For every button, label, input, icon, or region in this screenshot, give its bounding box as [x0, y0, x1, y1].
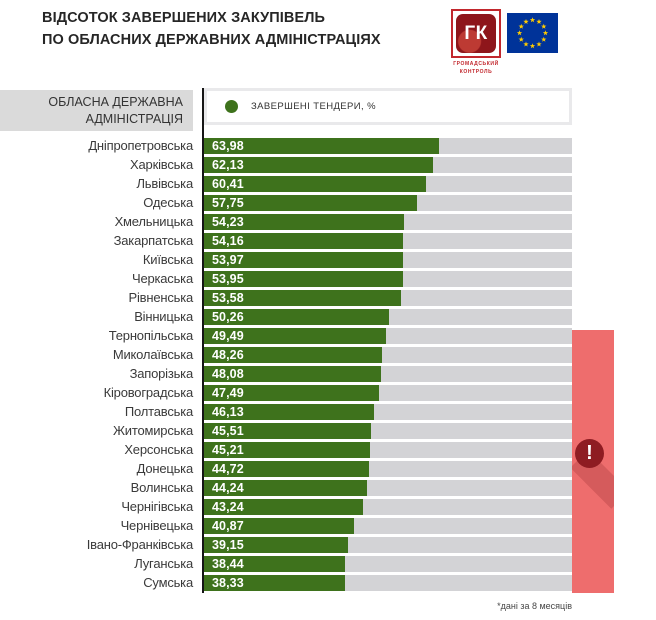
bar-value: 57,75 — [212, 196, 244, 210]
bar-fill — [204, 271, 403, 287]
region-label: Сумська — [143, 575, 193, 590]
legend — [204, 88, 572, 125]
bar-value: 38,33 — [212, 576, 244, 590]
bar-value: 44,72 — [212, 462, 244, 476]
region-label: Івано-Франківська — [86, 537, 193, 552]
bar-fill — [204, 309, 389, 325]
region-label: Київська — [142, 252, 193, 267]
bar-fill — [204, 385, 379, 401]
bar-track — [204, 214, 572, 230]
region-label: Запорізька — [129, 366, 193, 381]
eu-flag-icon — [507, 13, 558, 53]
page-title — [42, 7, 381, 52]
bar-fill — [204, 575, 345, 591]
table-row — [0, 252, 572, 268]
bar-track — [204, 157, 572, 173]
table-row — [0, 138, 572, 154]
gk-caption — [450, 61, 502, 76]
footnote: *дані за 8 месяців — [497, 601, 572, 611]
table-row — [0, 328, 572, 344]
region-label: Чернівецька — [120, 518, 193, 533]
region-label: Львівська — [136, 176, 193, 191]
bar-rows — [0, 138, 572, 594]
gk-logo-emblem — [456, 14, 496, 53]
bar-track — [204, 271, 572, 287]
bar-track — [204, 499, 572, 515]
region-label: Рівненська — [128, 290, 193, 305]
bar-value: 43,24 — [212, 500, 244, 514]
bar-track — [204, 537, 572, 553]
bar-track — [204, 347, 572, 363]
bar-fill — [204, 328, 386, 344]
bar-fill — [204, 233, 403, 249]
region-label: Чернігівська — [121, 499, 193, 514]
bar-value: 38,44 — [212, 557, 244, 571]
column-header-line-2: АДМІНІСТРАЦІЯ — [85, 111, 183, 126]
table-row — [0, 480, 572, 496]
table-row — [0, 461, 572, 477]
region-label: Херсонська — [124, 442, 193, 457]
table-row — [0, 499, 572, 515]
table-row — [0, 423, 572, 439]
gk-logo — [450, 9, 502, 76]
bar-fill — [204, 214, 404, 230]
bar-value: 50,26 — [212, 310, 244, 324]
bar-track — [204, 309, 572, 325]
bar-track — [204, 404, 572, 420]
table-row — [0, 233, 572, 249]
table-row — [0, 271, 572, 287]
region-label: Житомирська — [112, 423, 193, 438]
region-label: Черкаська — [131, 271, 193, 286]
table-row — [0, 442, 572, 458]
bar-fill — [204, 461, 369, 477]
exclamation-icon: ! — [575, 439, 604, 468]
bar-value: 46,13 — [212, 405, 244, 419]
bar-fill — [204, 556, 345, 572]
table-row — [0, 385, 572, 401]
bar-value: 53,95 — [212, 272, 244, 286]
bar-track — [204, 480, 572, 496]
region-label: Дніпропетровська — [88, 138, 193, 153]
bar-value: 40,87 — [212, 519, 244, 533]
bar-value: 49,49 — [212, 329, 244, 343]
bar-track — [204, 423, 572, 439]
gk-caption-line-1: ГРОМАДСЬКИЙ — [453, 61, 499, 67]
bar-fill — [204, 195, 417, 211]
bar-track — [204, 290, 572, 306]
bar-fill — [204, 518, 354, 534]
gk-monogram: ГК — [464, 22, 488, 44]
bar-value: 47,49 — [212, 386, 244, 400]
bar-track — [204, 556, 572, 572]
bar-value: 39,15 — [212, 538, 244, 552]
bar-fill — [204, 404, 374, 420]
bar-fill — [204, 290, 401, 306]
bar-value: 48,08 — [212, 367, 244, 381]
region-label: Хмельницька — [114, 214, 193, 229]
table-row — [0, 309, 572, 325]
region-label: Кіровоградська — [103, 385, 193, 400]
bar-value: 53,97 — [212, 253, 244, 267]
table-row — [0, 404, 572, 420]
bar-fill — [204, 366, 381, 382]
bar-track — [204, 518, 572, 534]
table-row — [0, 518, 572, 534]
bar-value: 60,41 — [212, 177, 244, 191]
table-row — [0, 556, 572, 572]
bar-track — [204, 138, 572, 154]
gk-logo-box — [451, 9, 501, 58]
region-label: Харківська — [130, 157, 193, 172]
table-row — [0, 157, 572, 173]
bar-track — [204, 176, 572, 192]
bar-fill — [204, 176, 426, 192]
bar-track — [204, 461, 572, 477]
bar-fill — [204, 157, 433, 173]
region-label: Одеська — [143, 195, 193, 210]
gk-caption-line-2: КОНТРОЛЬ — [459, 68, 493, 75]
bar-fill — [204, 423, 371, 439]
legend-label: ЗАВЕРШЕНІ ТЕНДЕРИ, % — [251, 101, 376, 112]
title-line-2: ПО ОБЛАСНИХ ДЕРЖАВНИХ АДМІНІСТРАЦІЯХ — [42, 32, 381, 49]
bar-value: 45,51 — [212, 424, 244, 438]
bar-fill — [204, 442, 370, 458]
table-row — [0, 537, 572, 553]
table-row — [0, 214, 572, 230]
bar-track — [204, 233, 572, 249]
bar-fill — [204, 499, 363, 515]
table-row — [0, 366, 572, 382]
bar-fill — [204, 252, 403, 268]
region-label: Тернопільська — [108, 328, 193, 343]
region-label: Закарпатська — [113, 233, 193, 248]
bar-track — [204, 366, 572, 382]
bar-value: 62,13 — [212, 158, 244, 172]
column-header-line-1: ОБЛАСНА ДЕРЖАВНА — [48, 95, 183, 110]
bar-track — [204, 252, 572, 268]
region-label: Полтавська — [124, 404, 193, 419]
bar-track — [204, 385, 572, 401]
table-row — [0, 195, 572, 211]
bar-fill — [204, 138, 439, 154]
bar-value: 54,16 — [212, 234, 244, 248]
bar-track — [204, 575, 572, 591]
bar-fill — [204, 480, 367, 496]
bar-track — [204, 328, 572, 344]
alert-band — [572, 330, 614, 593]
bar-track — [204, 195, 572, 211]
bar-fill — [204, 537, 348, 553]
bar-value: 63,98 — [212, 139, 244, 153]
bar-value: 44,24 — [212, 481, 244, 495]
region-label: Луганська — [134, 556, 193, 571]
title-line-1: ВІДСОТОК ЗАВЕРШЕНИХ ЗАКУПІВЕЛЬ — [42, 10, 326, 26]
bar-value: 54,23 — [212, 215, 244, 229]
table-row — [0, 575, 572, 591]
region-label: Донецька — [136, 461, 193, 476]
region-label: Волинська — [130, 480, 193, 495]
table-row — [0, 347, 572, 363]
bar-fill — [204, 347, 382, 363]
region-label: Вінницька — [134, 309, 193, 324]
bar-value: 45,21 — [212, 443, 244, 457]
legend-dot-icon — [225, 100, 238, 113]
table-row — [0, 176, 572, 192]
table-row — [0, 290, 572, 306]
column-header-region — [0, 90, 193, 131]
bar-track — [204, 442, 572, 458]
bar-value: 48,26 — [212, 348, 244, 362]
bar-value: 53,58 — [212, 291, 244, 305]
region-label: Миколаївська — [112, 347, 193, 362]
